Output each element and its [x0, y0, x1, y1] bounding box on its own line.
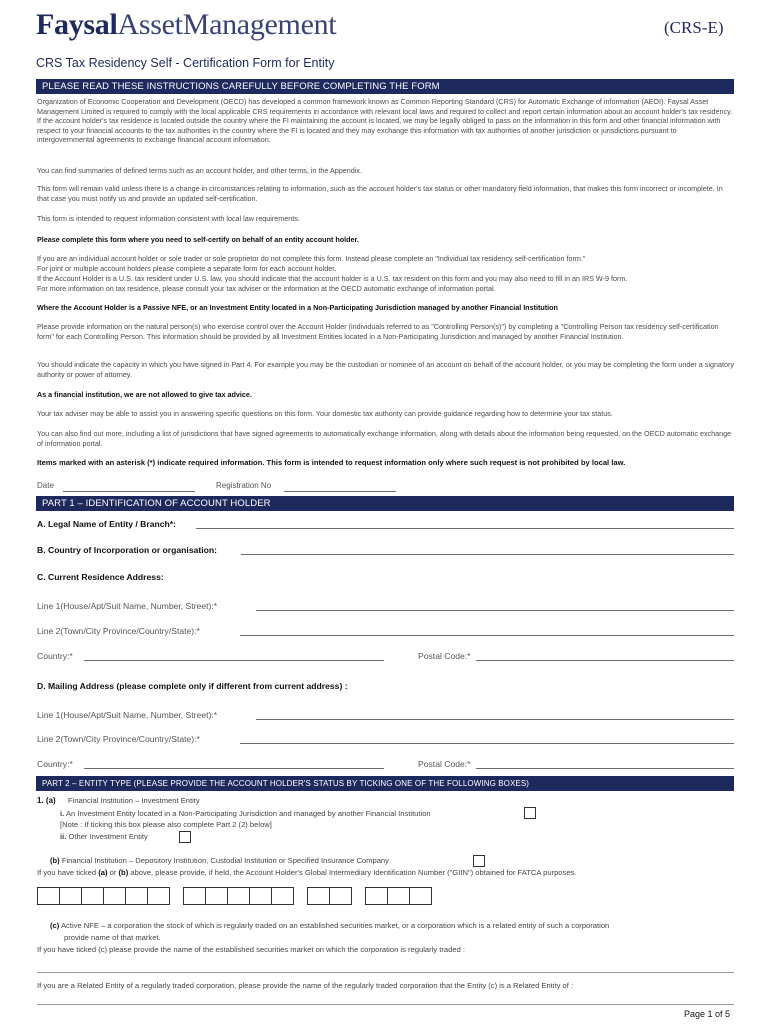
current-address-line1-label: Line 1(House/Apt/Suit Name, Number, Street):*: [37, 601, 218, 611]
current-address-line1-field[interactable]: [256, 610, 734, 611]
registration-no-field[interactable]: [284, 491, 396, 492]
mailing-country-label: Country:*: [37, 759, 73, 769]
mailing-address-label: D. Mailing Address (please complete only if different from current address) :: [37, 681, 348, 691]
mailing-postal-code-label: Postal Code:*: [418, 759, 471, 769]
current-country-field[interactable]: [84, 660, 384, 661]
mailing-address-line1-field[interactable]: [256, 719, 734, 720]
instructions-paragraph-6c: If the Account Holder is a U.S. tax resident under U.S. law, you should indicate that the account holder is a U.S. tax resident on this form and you may also need to fill in an IRS W-9 form.: [37, 274, 628, 283]
giin-char-box[interactable]: [249, 887, 272, 905]
giin-char-box[interactable]: [103, 887, 126, 905]
registration-no-label: Registration No: [216, 481, 272, 490]
depository-institution-checkbox[interactable]: [473, 855, 485, 867]
giin-instruction-pre: If you have ticked: [37, 868, 97, 877]
form-code: (CRS-E): [664, 18, 724, 37]
brand-name-light: AssetManagement: [117, 8, 337, 41]
instructions-banner: PLEASE READ THESE INSTRUCTIONS CAREFULLY BEFORE COMPLETING THE FORM: [36, 79, 734, 94]
giin-char-box[interactable]: [409, 887, 432, 905]
giin-char-box[interactable]: [37, 887, 60, 905]
item1c-text-2: provide name of that market.: [64, 933, 161, 942]
instructions-paragraph-11: Your tax adviser may be able to assist you in answering specific questions on this form. Your domestic tax authority can provide guidance regarding how to determine your tax status.: [37, 409, 613, 418]
item1a-i-tag: i.: [60, 809, 65, 818]
giin-char-box[interactable]: [81, 887, 104, 905]
giin-char-box[interactable]: [271, 887, 294, 905]
instructions-paragraph-13: Items marked with an asterisk (*) indicate required information. This form is intended to request information only where such request is not prohibited by local law.: [37, 458, 626, 467]
giin-instruction-b: (b): [118, 868, 129, 877]
other-investment-entity-checkbox[interactable]: [179, 831, 191, 843]
instructions-paragraph-6a: If you are an individual account holder or sole trader or sole proprietor do not complete this form. Instead please complete an "Individual tax residency self-certification form.": [37, 254, 586, 263]
current-country-label: Country:*: [37, 651, 73, 661]
giin-input-group: [37, 887, 734, 907]
date-label: Date: [37, 481, 54, 490]
country-of-incorporation-field[interactable]: [241, 554, 734, 555]
instructions-paragraph-7: Where the Account Holder is a Passive NFE, or an Investment Entity located in a Non-Participating Jurisdiction managed by another Financial Institution: [37, 303, 558, 312]
instructions-paragraph-12: You can also find out more, including a list of jurisdictions that have signed agreements to automatically exchange information, along with details about the information being requested, on the OECD automatic exchange of information portal.: [37, 429, 732, 448]
current-address-label: C. Current Residence Address:: [37, 572, 164, 582]
giin-char-box[interactable]: [59, 887, 82, 905]
mailing-postal-code-field[interactable]: [476, 768, 734, 769]
legal-name-field[interactable]: [196, 528, 734, 529]
giin-char-box[interactable]: [387, 887, 410, 905]
instructions-paragraph-4: This form is intended to request information consistent with local law requirements.: [37, 214, 300, 223]
part1-banner: PART 1 – IDENTIFICATION OF ACCOUNT HOLDER: [36, 496, 734, 511]
instructions-paragraph-3: This form will remain valid unless there is a change in circumstances relating to information, such as the account holder's tax status or other mandatory field information, that makes this form incorrect or incomplete. In that case you must notify us and provide an updated self-certification.: [37, 184, 723, 203]
item1b-text: Financial Institution – Depository Institution, Custodial Institution or Specified Insurance Company: [61, 856, 389, 865]
giin-char-box[interactable]: [147, 887, 170, 905]
mailing-country-field[interactable]: [84, 768, 384, 769]
current-address-line2-label: Line 2(Town/City Province/Country/State):*: [37, 626, 200, 636]
page-number: Page 1 of 5: [684, 1009, 731, 1019]
instructions-paragraph-1: Organization of Economic Cooperation and Development (OECD) has developed a common framework known as Common Reporting Standard (CRS) for Automatic Exchange of information (AEOI). Faysal Asset Management Limited is required to comply with the local applicable CRS requirements in accordance with relevant local laws and required to collect and report certain information about an account holder's tax residency. If the account holder's tax residence is located outside the country where the FI maintaining the account is located, we may be legally obliged to pass on the information in this form and other financial information with respect to your financial accounts to the tax authorities in the country where the FI is located and they may exchange this information with tax authorities of another jurisdiction or jurisdictions pursuant to intergovernmental agreements to exchange financial account information.: [37, 97, 733, 145]
giin-char-box[interactable]: [329, 887, 352, 905]
item1a-i-text: An Investment Entity located in a Non-Participating Jurisdiction and managed by another Financial Institution: [65, 809, 431, 818]
form-title: CRS Tax Residency Self - Certification Form for Entity: [36, 56, 335, 70]
giin-instruction-post: above, please provide, if held, the Account Holder's Global Intermediary Identification Number ("GIIN") obtained for FATCA purposes.: [130, 868, 577, 877]
current-address-line2-field[interactable]: [240, 635, 734, 636]
item1c-question-2: If you are a Related Entity of a regularly traded corporation, please provide the name of the regularly traded corporation that the Entity (c) is a Related Entity of :: [37, 981, 574, 990]
securities-market-field[interactable]: [37, 972, 734, 973]
item1b-tag: (b): [50, 856, 60, 865]
part2-banner: PART 2 – ENTITY TYPE (PLEASE PROVIDE THE ACCOUNT HOLDER'S STATUS BY TICKING ONE OF THE FOLLOWING BOXES): [36, 776, 734, 791]
instructions-paragraph-6d: For more information on tax residence, please consult your tax adviser or the information at the OECD automatic exchange of information portal.: [37, 284, 496, 293]
item1c-text: Active NFE – a corporation the stock of which is regularly traded on an established securities market, or a corporation which is a related entity of such a corporation: [60, 921, 610, 930]
brand-logo: [36, 8, 336, 42]
current-postal-code-field[interactable]: [476, 660, 734, 661]
item1a-ii-tag: ii.: [60, 832, 67, 841]
current-postal-code-label: Postal Code:*: [418, 651, 471, 661]
giin-char-box[interactable]: [183, 887, 206, 905]
item1a-tag: (a): [45, 796, 56, 805]
giin-char-box[interactable]: [307, 887, 330, 905]
related-corporation-field[interactable]: [37, 1004, 734, 1005]
item1a-i-note: [Note : If ticking this box please also complete Part 2 (2) below]: [60, 820, 272, 829]
item1c-tag: (c): [50, 921, 60, 930]
date-field[interactable]: [63, 491, 195, 492]
giin-char-box[interactable]: [227, 887, 250, 905]
mailing-address-line2-field[interactable]: [240, 743, 734, 744]
instructions-paragraph-8: Please provide information on the natural person(s) who exercise control over the Account Holder (individuals referred to as "Controlling Person(s)") by completing a "Controlling Person tax residency self-certification form" for each Controlling Person. This information should be provided by all Investment Entities located in a Non-Participating Jurisdiction and managed by another Financial Institution.: [37, 322, 719, 341]
giin-instruction-or: or: [109, 868, 117, 877]
giin-instruction-a: (a): [98, 868, 108, 877]
instructions-paragraph-9: You should indicate the capacity in which you have signed in Part 4. For example you may be the custodian or nominee of an account on behalf of the account holder, or you may be completing the form under a signatory authority or power of attorney.: [37, 360, 734, 379]
item1a-text: Financial Institution – Investment Entity: [68, 796, 200, 805]
mailing-address-line1-label: Line 1(House/Apt/Suit Name, Number, Street):*: [37, 710, 218, 720]
item1a-ii-text: Other Investment Entity: [68, 832, 148, 841]
country-of-incorporation-label: B. Country of Incorporation or organisation:: [37, 545, 217, 555]
mailing-address-line2-label: Line 2(Town/City Province/Country/State):*: [37, 734, 200, 744]
instructions-paragraph-10: As a financial institution, we are not allowed to give tax advice.: [37, 390, 252, 399]
instructions-paragraph-2: You can find summaries of defined terms such as an account holder, and other terms, in the Appendix.: [37, 166, 362, 175]
item1c-question-1: If you have ticked (c) please provide the name of the established securities market on which the corporation is regularly traded :: [37, 945, 466, 954]
item1-number: 1.: [37, 796, 44, 805]
giin-char-box[interactable]: [205, 887, 228, 905]
brand-name-bold: Faysal: [36, 8, 118, 41]
giin-char-box[interactable]: [365, 887, 388, 905]
giin-char-box[interactable]: [125, 887, 148, 905]
instructions-paragraph-5: Please complete this form where you need to self-certify on behalf of an entity account holder.: [37, 235, 359, 244]
investment-entity-nonparticipating-checkbox[interactable]: [524, 807, 536, 819]
legal-name-label: A. Legal Name of Entity / Branch*:: [37, 519, 176, 529]
instructions-paragraph-6b: For joint or multiple account holders please complete a separate form for each account holder.: [37, 264, 337, 273]
